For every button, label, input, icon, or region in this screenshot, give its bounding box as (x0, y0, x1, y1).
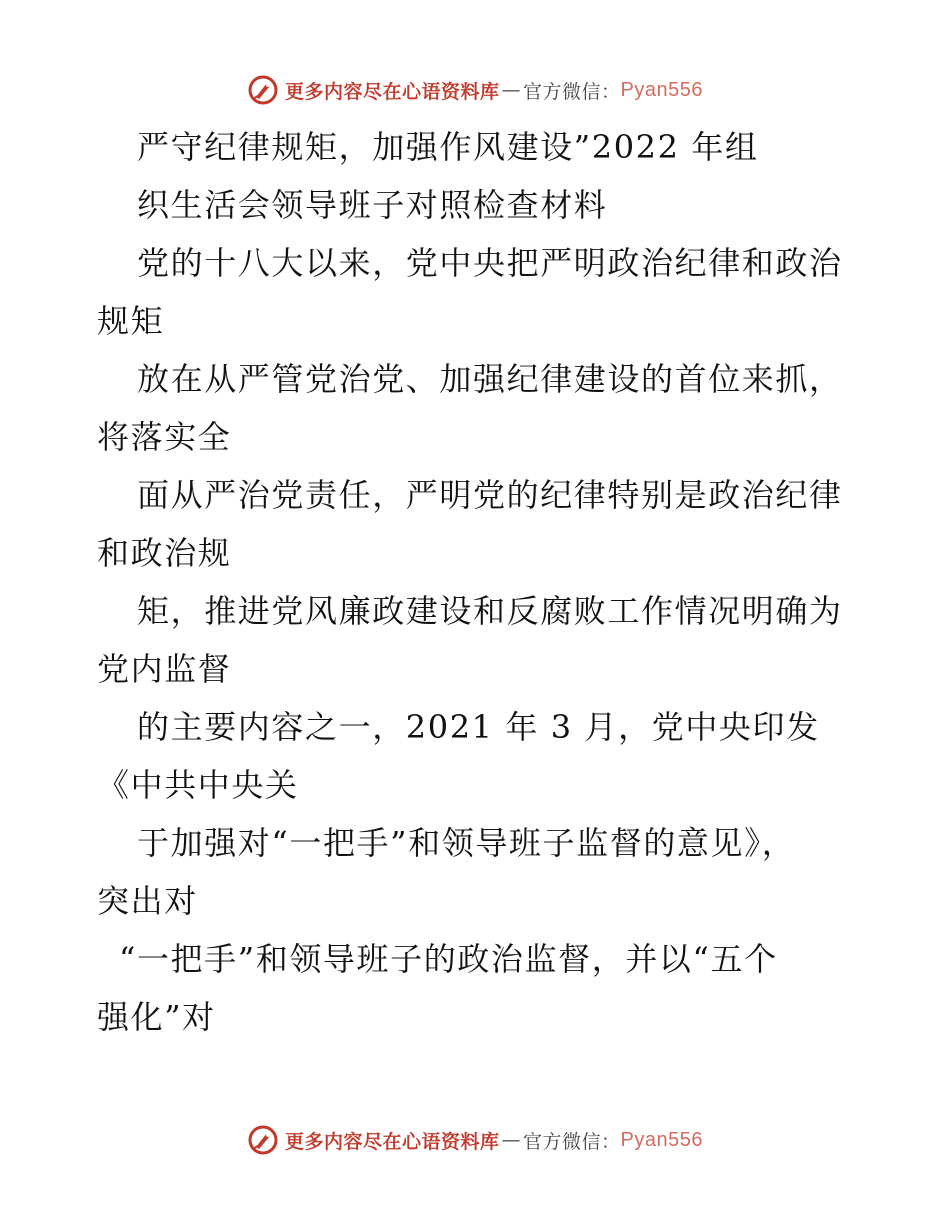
text-line: 强化”对 (97, 998, 216, 1036)
text-line: “一把手”和领导班子的政治监督，并以“五个 (119, 940, 778, 978)
watermark-main-text: 更多内容尽在心语资料库 (285, 80, 500, 103)
feather-pen-logo-icon (247, 1124, 279, 1156)
watermark-text (285, 77, 703, 104)
watermark-wechat-id: Pyan556 (620, 78, 703, 101)
watermark-separator: — (501, 79, 522, 101)
text-line: 规矩 (97, 302, 165, 340)
text-line: 《中共中央关 (97, 766, 299, 804)
text-line: 和政治规 (97, 534, 232, 572)
text-line: 于加强对“一把手”和领导班子监督的意见》， (137, 824, 796, 862)
footer-watermark-banner (0, 1120, 950, 1160)
document-title-line-2: 织生活会领导班子对照检查材料 (137, 186, 608, 224)
text-line: 党内监督 (97, 650, 232, 688)
document-body (97, 118, 867, 1046)
text-line: 的主要内容之一，2021 年 3 月，党中央印发 (137, 708, 820, 746)
text-line: 党的十八大以来，党中央把严明政治纪律和政治 (137, 244, 843, 282)
feather-pen-logo-icon (247, 74, 279, 106)
text-line: 放在从严管党治党、加强纪律建设的首位来抓， (137, 360, 843, 398)
document-title-line-1: 严守纪律规矩，加强作风建设”2022 年组 (137, 128, 759, 166)
text-line: 将落实全 (97, 418, 232, 456)
text-line: 突出对 (97, 882, 198, 920)
watermark-wechat-label: 官方微信： (523, 80, 621, 103)
watermark-wechat-id: Pyan556 (620, 1128, 703, 1151)
watermark-wechat-label: 官方微信： (523, 1130, 621, 1153)
watermark-separator: — (501, 1129, 522, 1151)
watermark-main-text: 更多内容尽在心语资料库 (285, 1130, 500, 1153)
text-line: 矩，推进党风廉政建设和反腐败工作情况明确为 (137, 592, 843, 630)
header-watermark-banner (0, 70, 950, 110)
watermark-text (285, 1127, 703, 1154)
text-line: 面从严治党责任，严明党的纪律特别是政治纪律 (137, 476, 843, 514)
